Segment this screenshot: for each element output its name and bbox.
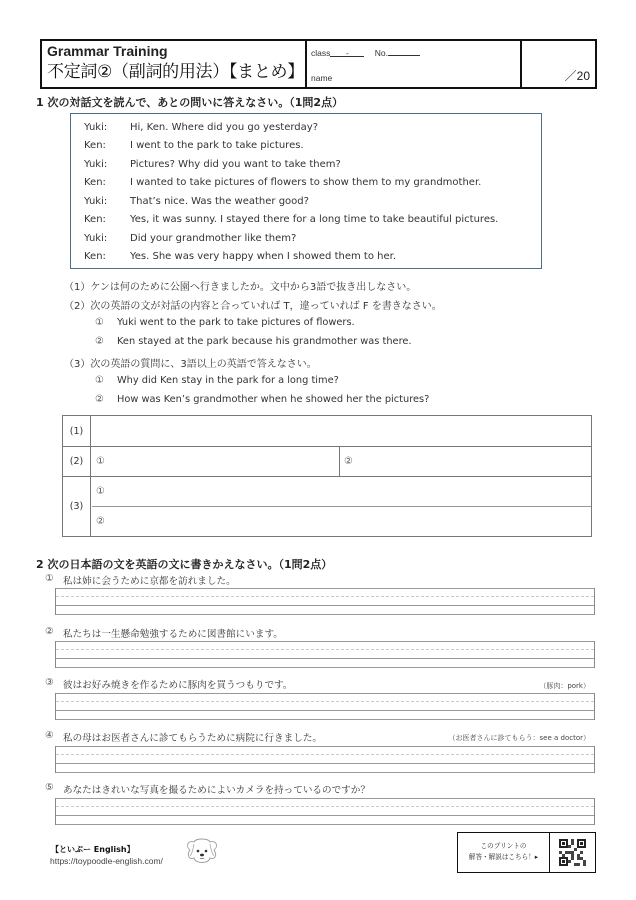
utterance: Hi, Ken. Where did you go yesterday? <box>130 121 319 133</box>
item-text: あなたはきれいな写真を撮るためによいカメラを持っているのですか？ <box>63 785 370 796</box>
cell-number: ① <box>96 456 105 467</box>
vocabulary-hint: （豚肉：pork） <box>539 682 590 690</box>
cell-number: ② <box>344 456 353 467</box>
item-number: ② <box>95 394 104 405</box>
question-2-item <box>95 317 355 328</box>
utterance: Yes. She was very happy when I showed them to her. <box>130 251 396 263</box>
answer-row-3 <box>63 477 591 536</box>
speaker: Ken: <box>84 251 106 263</box>
answer-key-promo[interactable] <box>457 832 596 873</box>
site-url[interactable]: https://toypoodle-english.com/ <box>50 856 163 866</box>
utterance: Did your grandmother like them? <box>130 232 297 244</box>
writing-lines-4[interactable] <box>55 746 595 773</box>
number-label: No. <box>374 48 388 58</box>
translation-item <box>45 626 283 640</box>
item-number: ② <box>45 626 54 637</box>
vocabulary-hint: （お医者さんに診てもらう：see a doctor） <box>448 734 590 742</box>
question-2: （2）次の英語の文が対話の内容と合っていれば T，違っていれば F を書きなさい。 <box>64 301 442 312</box>
item-text: Why did Ken stay in the park for a long time? <box>117 375 339 386</box>
brand-name: 【といぷー English】 <box>51 845 135 854</box>
item-text: Yuki went to the park to take pictures of flowers. <box>117 317 355 328</box>
class-field[interactable] <box>330 48 364 57</box>
row-label: (3) <box>63 477 91 536</box>
worksheet-title: 不定詞②（副詞的用法）【まとめ】 <box>47 62 304 82</box>
item-number: ② <box>95 336 104 347</box>
row-label: (2) <box>63 447 91 476</box>
item-number: ④ <box>45 730 54 741</box>
question-3: （3）次の英語の質問に、3語以上の英語で答えなさい。 <box>64 359 317 370</box>
section1-heading: 1 次の対話文を読んで、あとの問いに答えなさい。（1問2点） <box>36 96 344 109</box>
answer-row-1 <box>63 416 591 447</box>
speaker: Ken: <box>84 177 106 189</box>
item-number: ③ <box>45 677 54 688</box>
answer-field-1[interactable] <box>92 416 591 446</box>
dialogue-line <box>84 155 541 174</box>
item-text: 私は姉に会うために京都を訪れました。 <box>63 576 236 587</box>
score-box <box>522 41 595 87</box>
answer-field-3-2[interactable] <box>92 507 591 536</box>
dialogue-line <box>84 118 541 137</box>
dialogue-line <box>84 211 541 230</box>
class-label: class <box>311 48 331 58</box>
dialogue-line <box>84 229 541 248</box>
question-3-item <box>95 394 429 405</box>
row-label: (1) <box>63 416 91 446</box>
dialogue-box <box>70 113 542 269</box>
writing-lines-3[interactable] <box>55 693 595 720</box>
question-2-item <box>95 336 412 347</box>
translation-item <box>45 782 370 796</box>
worksheet-subtitle: Grammar Training <box>47 43 168 59</box>
item-number: ⑤ <box>45 782 54 793</box>
qr-code-icon[interactable] <box>559 838 586 867</box>
title-block <box>42 41 307 87</box>
writing-lines-2[interactable] <box>55 641 595 668</box>
dialogue-line <box>84 248 541 267</box>
promo-line-2: 解答・解説はこちら！▸ <box>468 853 539 861</box>
answer-field-3-1[interactable] <box>92 477 591 507</box>
answer-table <box>62 415 592 537</box>
speaker: Yuki: <box>84 232 108 244</box>
item-text: 私たちは一生懸命勉強するために図書館にいます。 <box>63 629 283 640</box>
worksheet-header <box>40 39 597 89</box>
question-3-item <box>95 375 339 386</box>
score-total: ／20 <box>564 69 590 83</box>
name-label: name <box>311 73 333 83</box>
utterance: Yes, it was sunny. I stayed there for a long time to take beautiful pictures. <box>130 214 499 226</box>
question-1: （1）ケンは何のために公園へ行きましたか。文中から3語で抜き出しなさい。 <box>64 282 417 293</box>
promo-line-1: このプリントの <box>480 842 527 850</box>
item-text: 私の母はお医者さんに診てもらうために病院に行きました。 <box>63 733 323 744</box>
speaker: Ken: <box>84 214 106 226</box>
answer-field-2-2[interactable] <box>340 447 591 476</box>
class-separator: - <box>345 48 349 58</box>
item-text: Ken stayed at the park because his grandmother was there. <box>117 336 412 347</box>
item-text: How was Ken’s grandmother when he showed her the pictures? <box>117 394 430 405</box>
writing-lines-5[interactable] <box>55 798 595 825</box>
qr-code-cell <box>550 833 595 872</box>
translation-item <box>45 730 322 744</box>
answer-row-2 <box>63 447 591 477</box>
speaker: Yuki: <box>84 121 108 133</box>
section2-heading: 2 次の日本語の文を英語の文に書きかえなさい。（1問2点） <box>36 558 333 571</box>
dialogue-line <box>84 192 541 211</box>
writing-lines-1[interactable] <box>55 588 595 615</box>
speaker: Yuki: <box>84 195 108 207</box>
student-info-block <box>307 41 522 87</box>
answer-field-2-1[interactable] <box>92 447 340 476</box>
utterance: Pictures? Why did you want to take them? <box>130 158 341 170</box>
speaker: Yuki: <box>84 158 108 170</box>
item-text: 彼はお好み焼きを作るために豚肉を買うつもりです。 <box>63 680 293 691</box>
utterance: That’s nice. Was the weather good? <box>130 195 309 207</box>
dialogue-line <box>84 174 541 193</box>
cell-number: ① <box>96 486 105 497</box>
speaker: Ken: <box>84 140 106 152</box>
utterance: I went to the park to take pictures. <box>130 140 304 152</box>
poodle-mascot-icon <box>182 836 222 868</box>
item-number: ① <box>45 573 54 584</box>
item-number: ① <box>95 317 104 328</box>
number-field[interactable] <box>388 47 420 56</box>
utterance: I wanted to take pictures of flowers to show them to my grandmother. <box>130 177 482 189</box>
cell-number: ② <box>96 516 105 527</box>
dialogue-line <box>84 137 541 156</box>
promo-text <box>458 833 550 872</box>
translation-item <box>45 677 292 691</box>
translation-item <box>45 573 236 587</box>
item-number: ① <box>95 375 104 386</box>
